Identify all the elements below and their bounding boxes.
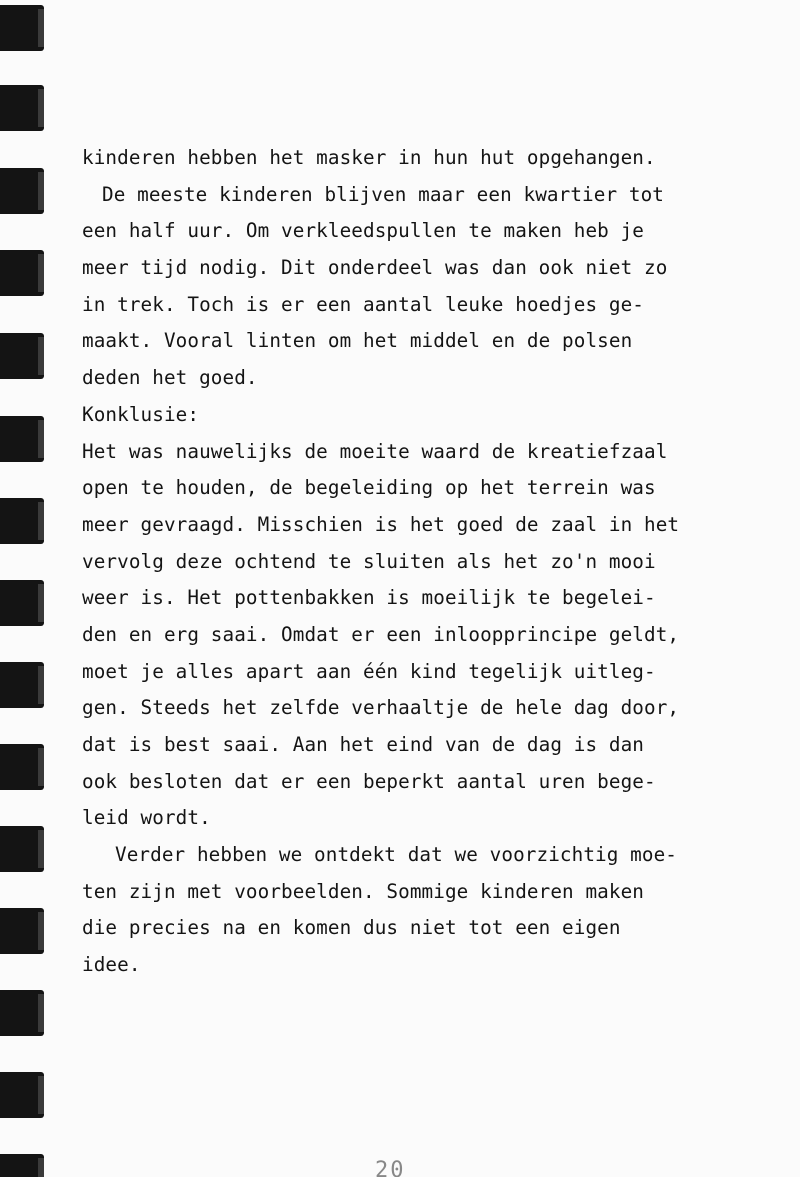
text-line: moet je alles apart aan één kind tegelijk uitleg- (82, 659, 656, 683)
binding-tab (0, 498, 44, 544)
text-line: open te houden, de begeleiding op het terrein was (82, 476, 656, 500)
text-line: idee. (82, 953, 141, 977)
binding-tab (0, 1072, 44, 1118)
text-line: een half uur. Om verkleedspullen te maken heb je (82, 219, 644, 243)
text-line: ten zijn met voorbeelden. Sommige kinderen maken (82, 879, 644, 903)
binding-tab (0, 826, 44, 872)
text-line: Verder hebben we ontdekt dat we voorzichtig moe- (115, 843, 677, 867)
text-line: weer is. Het pottenbakken is moeilijk te begelei- (82, 586, 656, 610)
text-line: den en erg saai. Omdat er een inloopprincipe geldt, (82, 622, 680, 646)
text-line: maakt. Vooral linten om het middel en de polsen (82, 329, 633, 353)
binding-tab (0, 85, 44, 131)
text-line: meer gevraagd. Misschien is het goed de zaal in het (82, 512, 680, 536)
typed-text (82, 140, 782, 984)
binding-tab (0, 744, 44, 790)
text-line: Het was nauwelijks de moeite waard de kreatiefzaal (82, 439, 668, 463)
text-line: in trek. Toch is er een aantal leuke hoedjes ge- (82, 292, 644, 316)
section-heading: Konklusie: (82, 402, 200, 426)
text-line: meer tijd nodig. Dit onderdeel was dan ook niet zo (82, 256, 668, 280)
binding-tab (0, 5, 44, 51)
binding-tab (0, 416, 44, 462)
text-line: vervolg deze ochtend te sluiten als het zo'n mooi (82, 549, 656, 573)
binding-tab (0, 990, 44, 1036)
text-line: deden het goed. (82, 366, 258, 390)
binding-tab (0, 662, 44, 708)
binding-tab (0, 908, 44, 954)
page-number: 20 (375, 1158, 406, 1177)
binding-tab (0, 250, 44, 296)
text-line: leid wordt. (82, 806, 211, 830)
binding-tab (0, 168, 44, 214)
binding-tab (0, 1154, 44, 1177)
text-line: dat is best saai. Aan het eind van de dag is dan (82, 733, 644, 756)
binding-tab (0, 580, 44, 626)
text-line: kinderen hebben het masker in hun hut opgehangen. (82, 146, 656, 169)
text-line: De meeste kinderen blijven maar een kwartier tot (102, 182, 664, 206)
binding-edge (0, 0, 60, 1177)
text-line: gen. Steeds het zelfde verhaaltje de hele dag door, (82, 696, 680, 720)
text-line: die precies na en komen dus niet tot een eigen (82, 916, 621, 940)
binding-tab (0, 333, 44, 379)
text-line: ook besloten dat er een beperkt aantal uren bege- (82, 769, 656, 793)
